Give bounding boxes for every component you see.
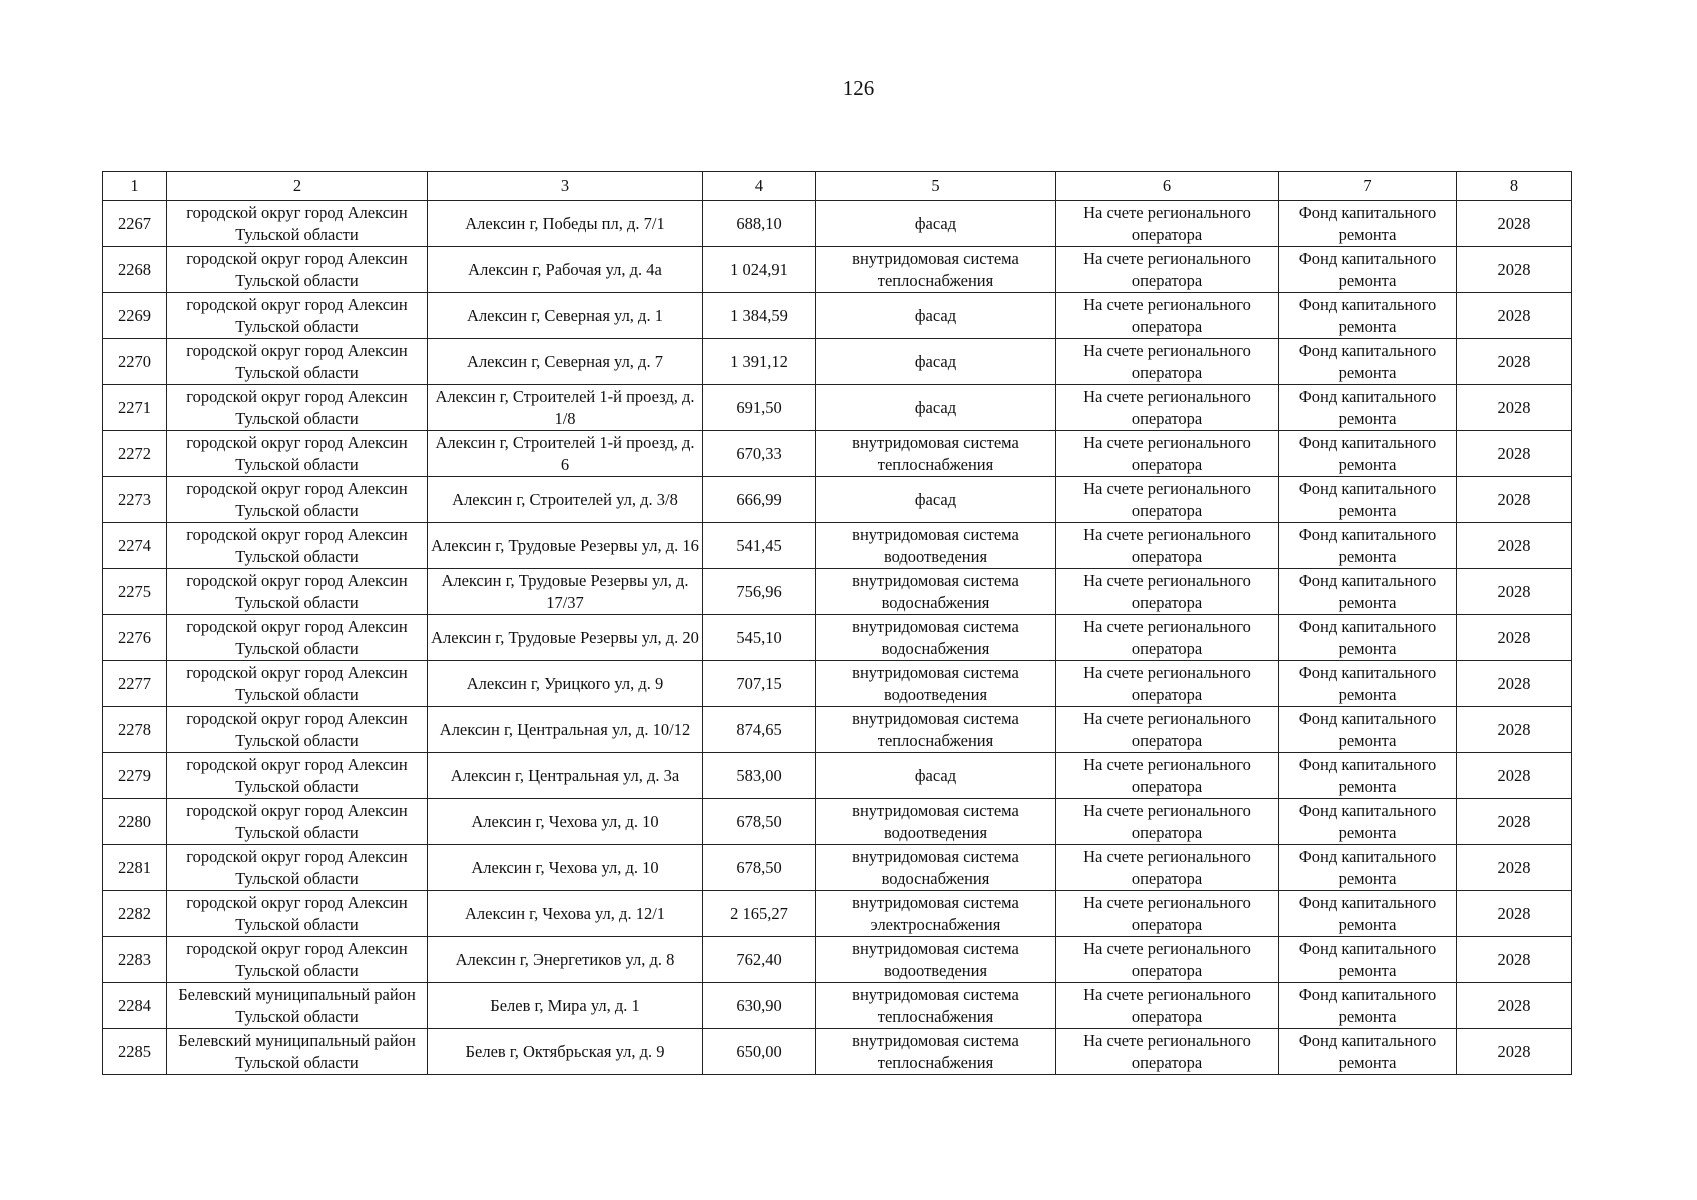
municipality-cell: городской округ город Алексин Тульской области bbox=[167, 845, 428, 891]
year-cell: 2028 bbox=[1457, 799, 1572, 845]
year-cell: 2028 bbox=[1457, 201, 1572, 247]
table-row bbox=[103, 891, 1572, 937]
work-type-cell: внутридомовая система водоотведения bbox=[816, 937, 1056, 983]
address-cell: Алексин г, Строителей ул, д. 3/8 bbox=[428, 477, 703, 523]
funding-source-cell: Фонд капитального ремонта bbox=[1279, 523, 1457, 569]
address-cell: Алексин г, Северная ул, д. 7 bbox=[428, 339, 703, 385]
address-cell: Белев г, Мира ул, д. 1 bbox=[428, 983, 703, 1029]
account-cell: На счете регионального оператора bbox=[1056, 615, 1279, 661]
municipality-cell: городской округ город Алексин Тульской области bbox=[167, 339, 428, 385]
municipality-cell: городской округ город Алексин Тульской области bbox=[167, 661, 428, 707]
account-cell: На счете регионального оператора bbox=[1056, 983, 1279, 1029]
work-type-cell: внутридомовая система водоснабжения bbox=[816, 615, 1056, 661]
area-cell: 650,00 bbox=[703, 1029, 816, 1075]
table-row bbox=[103, 293, 1572, 339]
year-cell: 2028 bbox=[1457, 523, 1572, 569]
area-cell: 630,90 bbox=[703, 983, 816, 1029]
table-row bbox=[103, 845, 1572, 891]
area-cell: 691,50 bbox=[703, 385, 816, 431]
address-cell: Алексин г, Центральная ул, д. 3а bbox=[428, 753, 703, 799]
area-cell: 583,00 bbox=[703, 753, 816, 799]
work-type-cell: внутридомовая система водоснабжения bbox=[816, 569, 1056, 615]
account-cell: На счете регионального оператора bbox=[1056, 661, 1279, 707]
municipality-cell: городской округ город Алексин Тульской области bbox=[167, 753, 428, 799]
row-number-cell: 2275 bbox=[103, 569, 167, 615]
funding-source-cell: Фонд капитального ремонта bbox=[1279, 339, 1457, 385]
municipality-cell: городской округ город Алексин Тульской области bbox=[167, 891, 428, 937]
municipality-cell: Белевский муниципальный район Тульской области bbox=[167, 1029, 428, 1075]
row-number-cell: 2268 bbox=[103, 247, 167, 293]
account-cell: На счете регионального оператора bbox=[1056, 799, 1279, 845]
address-cell: Алексин г, Чехова ул, д. 10 bbox=[428, 799, 703, 845]
account-cell: На счете регионального оператора bbox=[1056, 385, 1279, 431]
area-cell: 2 165,27 bbox=[703, 891, 816, 937]
work-type-cell: фасад bbox=[816, 201, 1056, 247]
municipality-cell: городской округ город Алексин Тульской области bbox=[167, 707, 428, 753]
address-cell: Алексин г, Северная ул, д. 1 bbox=[428, 293, 703, 339]
table-row bbox=[103, 937, 1572, 983]
funding-source-cell: Фонд капитального ремонта bbox=[1279, 615, 1457, 661]
column-header: 5 bbox=[816, 172, 1056, 201]
address-cell: Алексин г, Урицкого ул, д. 9 bbox=[428, 661, 703, 707]
area-cell: 1 384,59 bbox=[703, 293, 816, 339]
year-cell: 2028 bbox=[1457, 707, 1572, 753]
table-row bbox=[103, 983, 1572, 1029]
municipality-cell: городской округ город Алексин Тульской области bbox=[167, 799, 428, 845]
account-cell: На счете регионального оператора bbox=[1056, 523, 1279, 569]
funding-source-cell: Фонд капитального ремонта bbox=[1279, 569, 1457, 615]
row-number-cell: 2276 bbox=[103, 615, 167, 661]
account-cell: На счете регионального оператора bbox=[1056, 707, 1279, 753]
address-cell: Алексин г, Рабочая ул, д. 4а bbox=[428, 247, 703, 293]
account-cell: На счете регионального оператора bbox=[1056, 431, 1279, 477]
funding-source-cell: Фонд капитального ремонта bbox=[1279, 845, 1457, 891]
table-row bbox=[103, 431, 1572, 477]
municipality-cell: городской округ город Алексин Тульской области bbox=[167, 937, 428, 983]
column-header: 2 bbox=[167, 172, 428, 201]
row-number-cell: 2271 bbox=[103, 385, 167, 431]
municipality-cell: городской округ город Алексин Тульской области bbox=[167, 477, 428, 523]
municipality-cell: городской округ город Алексин Тульской области bbox=[167, 615, 428, 661]
area-cell: 670,33 bbox=[703, 431, 816, 477]
funding-source-cell: Фонд капитального ремонта bbox=[1279, 983, 1457, 1029]
table-row bbox=[103, 523, 1572, 569]
work-type-cell: фасад bbox=[816, 385, 1056, 431]
table-row bbox=[103, 247, 1572, 293]
municipality-cell: городской округ город Алексин Тульской области bbox=[167, 247, 428, 293]
table-row bbox=[103, 385, 1572, 431]
table-row bbox=[103, 799, 1572, 845]
work-type-cell: внутридомовая система водоотведения bbox=[816, 799, 1056, 845]
row-number-cell: 2267 bbox=[103, 201, 167, 247]
area-cell: 678,50 bbox=[703, 845, 816, 891]
row-number-cell: 2274 bbox=[103, 523, 167, 569]
table-body bbox=[103, 201, 1572, 1075]
year-cell: 2028 bbox=[1457, 569, 1572, 615]
row-number-cell: 2282 bbox=[103, 891, 167, 937]
row-number-cell: 2270 bbox=[103, 339, 167, 385]
area-cell: 666,99 bbox=[703, 477, 816, 523]
funding-source-cell: Фонд капитального ремонта bbox=[1279, 891, 1457, 937]
year-cell: 2028 bbox=[1457, 891, 1572, 937]
register-table bbox=[102, 171, 1572, 1075]
account-cell: На счете регионального оператора bbox=[1056, 891, 1279, 937]
address-cell: Алексин г, Строителей 1-й проезд, д. 6 bbox=[428, 431, 703, 477]
row-number-cell: 2280 bbox=[103, 799, 167, 845]
table-row bbox=[103, 753, 1572, 799]
table-row bbox=[103, 707, 1572, 753]
municipality-cell: Белевский муниципальный район Тульской области bbox=[167, 983, 428, 1029]
address-cell: Алексин г, Чехова ул, д. 12/1 bbox=[428, 891, 703, 937]
work-type-cell: внутридомовая система теплоснабжения bbox=[816, 247, 1056, 293]
work-type-cell: внутридомовая система теплоснабжения bbox=[816, 983, 1056, 1029]
work-type-cell: фасад bbox=[816, 293, 1056, 339]
work-type-cell: внутридомовая система теплоснабжения bbox=[816, 431, 1056, 477]
funding-source-cell: Фонд капитального ремонта bbox=[1279, 937, 1457, 983]
column-header: 3 bbox=[428, 172, 703, 201]
column-header: 8 bbox=[1457, 172, 1572, 201]
work-type-cell: внутридомовая система водоотведения bbox=[816, 523, 1056, 569]
account-cell: На счете регионального оператора bbox=[1056, 339, 1279, 385]
row-number-cell: 2278 bbox=[103, 707, 167, 753]
address-cell: Алексин г, Чехова ул, д. 10 bbox=[428, 845, 703, 891]
area-cell: 762,40 bbox=[703, 937, 816, 983]
work-type-cell: внутридомовая система водоотведения bbox=[816, 661, 1056, 707]
address-cell: Алексин г, Центральная ул, д. 10/12 bbox=[428, 707, 703, 753]
account-cell: На счете регионального оператора bbox=[1056, 477, 1279, 523]
account-cell: На счете регионального оператора bbox=[1056, 937, 1279, 983]
area-cell: 756,96 bbox=[703, 569, 816, 615]
page-number: 126 bbox=[842, 76, 875, 100]
account-cell: На счете регионального оператора bbox=[1056, 845, 1279, 891]
funding-source-cell: Фонд капитального ремонта bbox=[1279, 201, 1457, 247]
work-type-cell: внутридомовая система теплоснабжения bbox=[816, 707, 1056, 753]
row-number-cell: 2273 bbox=[103, 477, 167, 523]
table-header bbox=[103, 172, 1572, 201]
address-cell: Алексин г, Строителей 1-й проезд, д. 1/8 bbox=[428, 385, 703, 431]
year-cell: 2028 bbox=[1457, 615, 1572, 661]
municipality-cell: городской округ город Алексин Тульской области bbox=[167, 293, 428, 339]
year-cell: 2028 bbox=[1457, 477, 1572, 523]
work-type-cell: фасад bbox=[816, 477, 1056, 523]
address-cell: Алексин г, Трудовые Резервы ул, д. 16 bbox=[428, 523, 703, 569]
funding-source-cell: Фонд капитального ремонта bbox=[1279, 707, 1457, 753]
account-cell: На счете регионального оператора bbox=[1056, 293, 1279, 339]
row-number-cell: 2269 bbox=[103, 293, 167, 339]
funding-source-cell: Фонд капитального ремонта bbox=[1279, 661, 1457, 707]
table-row bbox=[103, 661, 1572, 707]
funding-source-cell: Фонд капитального ремонта bbox=[1279, 385, 1457, 431]
year-cell: 2028 bbox=[1457, 431, 1572, 477]
account-cell: На счете регионального оператора bbox=[1056, 569, 1279, 615]
area-cell: 874,65 bbox=[703, 707, 816, 753]
row-number-cell: 2283 bbox=[103, 937, 167, 983]
municipality-cell: городской округ город Алексин Тульской области bbox=[167, 569, 428, 615]
area-cell: 707,15 bbox=[703, 661, 816, 707]
table-row bbox=[103, 477, 1572, 523]
address-cell: Алексин г, Трудовые Резервы ул, д. 20 bbox=[428, 615, 703, 661]
year-cell: 2028 bbox=[1457, 753, 1572, 799]
work-type-cell: внутридомовая система электроснабжения bbox=[816, 891, 1056, 937]
work-type-cell: фасад bbox=[816, 753, 1056, 799]
funding-source-cell: Фонд капитального ремонта bbox=[1279, 247, 1457, 293]
year-cell: 2028 bbox=[1457, 983, 1572, 1029]
column-header: 6 bbox=[1056, 172, 1279, 201]
year-cell: 2028 bbox=[1457, 385, 1572, 431]
year-cell: 2028 bbox=[1457, 845, 1572, 891]
year-cell: 2028 bbox=[1457, 339, 1572, 385]
header-row bbox=[103, 172, 1572, 201]
work-type-cell: внутридомовая система теплоснабжения bbox=[816, 1029, 1056, 1075]
address-cell: Алексин г, Энергетиков ул, д. 8 bbox=[428, 937, 703, 983]
account-cell: На счете регионального оператора bbox=[1056, 201, 1279, 247]
account-cell: На счете регионального оператора bbox=[1056, 247, 1279, 293]
table-row bbox=[103, 615, 1572, 661]
address-cell: Алексин г, Победы пл, д. 7/1 bbox=[428, 201, 703, 247]
municipality-cell: городской округ город Алексин Тульской области bbox=[167, 385, 428, 431]
year-cell: 2028 bbox=[1457, 293, 1572, 339]
funding-source-cell: Фонд капитального ремонта bbox=[1279, 293, 1457, 339]
table-row bbox=[103, 569, 1572, 615]
column-header: 1 bbox=[103, 172, 167, 201]
area-cell: 545,10 bbox=[703, 615, 816, 661]
area-cell: 678,50 bbox=[703, 799, 816, 845]
row-number-cell: 2277 bbox=[103, 661, 167, 707]
row-number-cell: 2281 bbox=[103, 845, 167, 891]
year-cell: 2028 bbox=[1457, 937, 1572, 983]
municipality-cell: городской округ город Алексин Тульской области bbox=[167, 201, 428, 247]
account-cell: На счете регионального оператора bbox=[1056, 753, 1279, 799]
column-header: 7 bbox=[1279, 172, 1457, 201]
account-cell: На счете регионального оператора bbox=[1056, 1029, 1279, 1075]
municipality-cell: городской округ город Алексин Тульской области bbox=[167, 523, 428, 569]
funding-source-cell: Фонд капитального ремонта bbox=[1279, 799, 1457, 845]
address-cell: Алексин г, Трудовые Резервы ул, д. 17/37 bbox=[428, 569, 703, 615]
work-type-cell: фасад bbox=[816, 339, 1056, 385]
year-cell: 2028 bbox=[1457, 661, 1572, 707]
row-number-cell: 2284 bbox=[103, 983, 167, 1029]
funding-source-cell: Фонд капитального ремонта bbox=[1279, 477, 1457, 523]
table-row bbox=[103, 339, 1572, 385]
table-row bbox=[103, 1029, 1572, 1075]
work-type-cell: внутридомовая система водоснабжения bbox=[816, 845, 1056, 891]
row-number-cell: 2272 bbox=[103, 431, 167, 477]
address-cell: Белев г, Октябрьская ул, д. 9 bbox=[428, 1029, 703, 1075]
row-number-cell: 2285 bbox=[103, 1029, 167, 1075]
column-header: 4 bbox=[703, 172, 816, 201]
area-cell: 1 391,12 bbox=[703, 339, 816, 385]
year-cell: 2028 bbox=[1457, 1029, 1572, 1075]
year-cell: 2028 bbox=[1457, 247, 1572, 293]
funding-source-cell: Фонд капитального ремонта bbox=[1279, 431, 1457, 477]
funding-source-cell: Фонд капитального ремонта bbox=[1279, 753, 1457, 799]
area-cell: 1 024,91 bbox=[703, 247, 816, 293]
row-number-cell: 2279 bbox=[103, 753, 167, 799]
area-cell: 541,45 bbox=[703, 523, 816, 569]
area-cell: 688,10 bbox=[703, 201, 816, 247]
table-row bbox=[103, 201, 1572, 247]
funding-source-cell: Фонд капитального ремонта bbox=[1279, 1029, 1457, 1075]
municipality-cell: городской округ город Алексин Тульской области bbox=[167, 431, 428, 477]
